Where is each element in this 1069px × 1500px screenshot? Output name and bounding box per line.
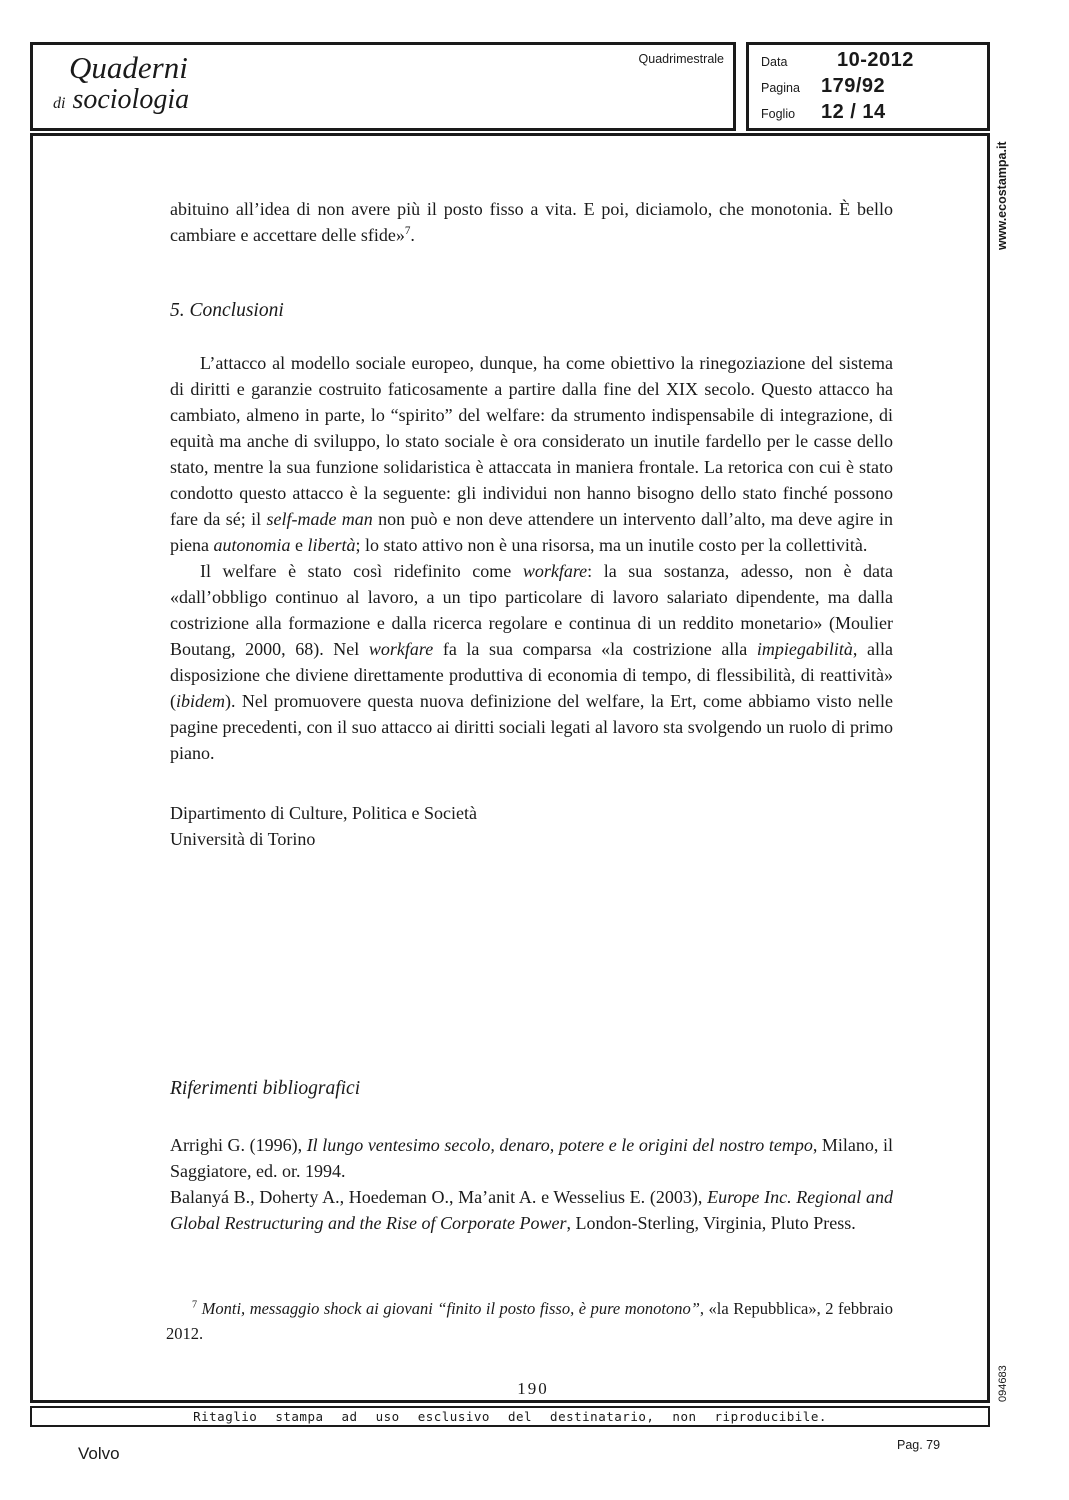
frequency-label: Quadrimestrale xyxy=(638,52,724,66)
footnote: $^7$ Monti, messaggio shock ai giovani “finito il posto fisso, è pure monotono”, «la Repubblica», 2 febbraio 2012. xyxy=(166,1299,894,1343)
paragraph: L’attacco al modello sociale europeo, dunque, ha come obiettivo la rinegoziazione del sistema di diritti e garanzie costruito faticosamente a partire dalla fine del XIX secolo. Questo attacco ha cambiato, almeno in parte, lo “spirito” del welfare: da strumento indispensabile di integrazione, di equità ma anche di sviluppo, lo stato sociale è ora considerato un inutile fardello per le casse dello stato, mentre la sua funzione solidaristica è attaccata in maniera frontale. La retorica con cui è stato condotto questo attacco è la seguente: gli individui non hanno bisogno dello stato finché possono fare da sé; il self-made man non può e non deve attendere un intervento dall’alto, ma deve agire in piena autonomia e libertà; lo stato attivo non è una risorsa, ma un inutile costo per la collettività. xyxy=(170,353,893,555)
paragraph: Il welfare è stato così ridefinito come workfare: la sua sostanza, adesso, non è data «dall’obbligo continuo al lavoro, a un tipo particolare di lavoro salariato dipendente, ma dalla costrizione alla formazione e dalla ricerca regolare e continua di un reddito monetario» (Moulier Boutang, 2000, 68). Nel workfare fa la sua comparsa «la costrizione alla impiegabilità, alla disposizione che diviene direttamente produttiva di economia di tempo, di flessibilità, di reattività» (ibidem). Nel promuovere questa nuova definizione del welfare, la Ert, come abbiamo visto nelle pagine precedenti, con il suo attacco ai diritti sociali legati al lavoro sta svolgendo un ruolo di primo piano. xyxy=(170,561,893,763)
bibliography-heading: Riferimenti bibliografici xyxy=(170,1078,361,1099)
journal-logo-di: di xyxy=(53,95,66,113)
journal-logo-name: sociologia xyxy=(72,84,190,116)
info-value-foglio: 12 / 14 xyxy=(821,100,886,123)
section-heading: 5. Conclusioni xyxy=(170,300,284,321)
info-label-foglio: Foglio xyxy=(761,106,796,121)
clipping-code: 094683 xyxy=(997,1365,1009,1402)
info-label-data: Data xyxy=(761,55,788,70)
info-value-pagina: 179/92 xyxy=(821,74,886,97)
journal-logo-line2 xyxy=(53,85,189,116)
journal-logo-line1: Quaderni xyxy=(69,50,188,85)
journal-header-box xyxy=(30,42,736,131)
bibliography-entry: Arrighi G. (1996), Il lungo ventesimo secolo, denaro, potere e le origini del nostro tempo, Milano, il Saggiatore, ed. or. 1994. xyxy=(170,1135,893,1181)
clip-source-label: Volvo xyxy=(78,1444,120,1463)
affiliation-department: Dipartimento di Culture, Politica e Società xyxy=(170,803,477,823)
info-row-foglio xyxy=(749,101,987,124)
info-value-data: 10-2012 xyxy=(837,49,914,72)
bibliography-entry: Balanyá B., Doherty A., Hoedeman O., Ma’anit A. e Wesselius E. (2003), Europe Inc. Regional and Global Restructuring and the Rise of Corporate Power, London-Sterling, Virginia, Pluto Press. xyxy=(170,1187,893,1233)
reproduction-notice-text: Ritaglio stampa ad uso esclusivo del destinatario, non riproducibile. xyxy=(193,1409,827,1424)
affiliation-university: Università di Torino xyxy=(170,829,316,849)
article-lead-paragraph: abituino all’idea di non avere più il posto fisso a vita. E poi, diciamolo, che monotonia. È bello cambiare e accettare delle sfide»$^7$. xyxy=(170,199,893,245)
page-number: 190 xyxy=(517,1379,549,1398)
info-row-data xyxy=(749,49,987,72)
clipping-info-box xyxy=(746,42,990,131)
reproduction-notice xyxy=(30,1406,990,1427)
ecostampa-watermark: www.ecostampa.it xyxy=(995,141,1009,250)
info-row-pagina xyxy=(749,75,987,98)
footnote-section xyxy=(166,1296,893,1346)
bibliography-section xyxy=(170,1076,893,1236)
author-affiliation xyxy=(170,800,893,852)
article-scan-box xyxy=(30,133,990,1403)
article-body xyxy=(170,196,893,852)
journal-logo xyxy=(53,51,189,116)
info-label-pagina: Pagina xyxy=(761,80,800,95)
clip-page-label: Pag. 79 xyxy=(897,1438,941,1452)
